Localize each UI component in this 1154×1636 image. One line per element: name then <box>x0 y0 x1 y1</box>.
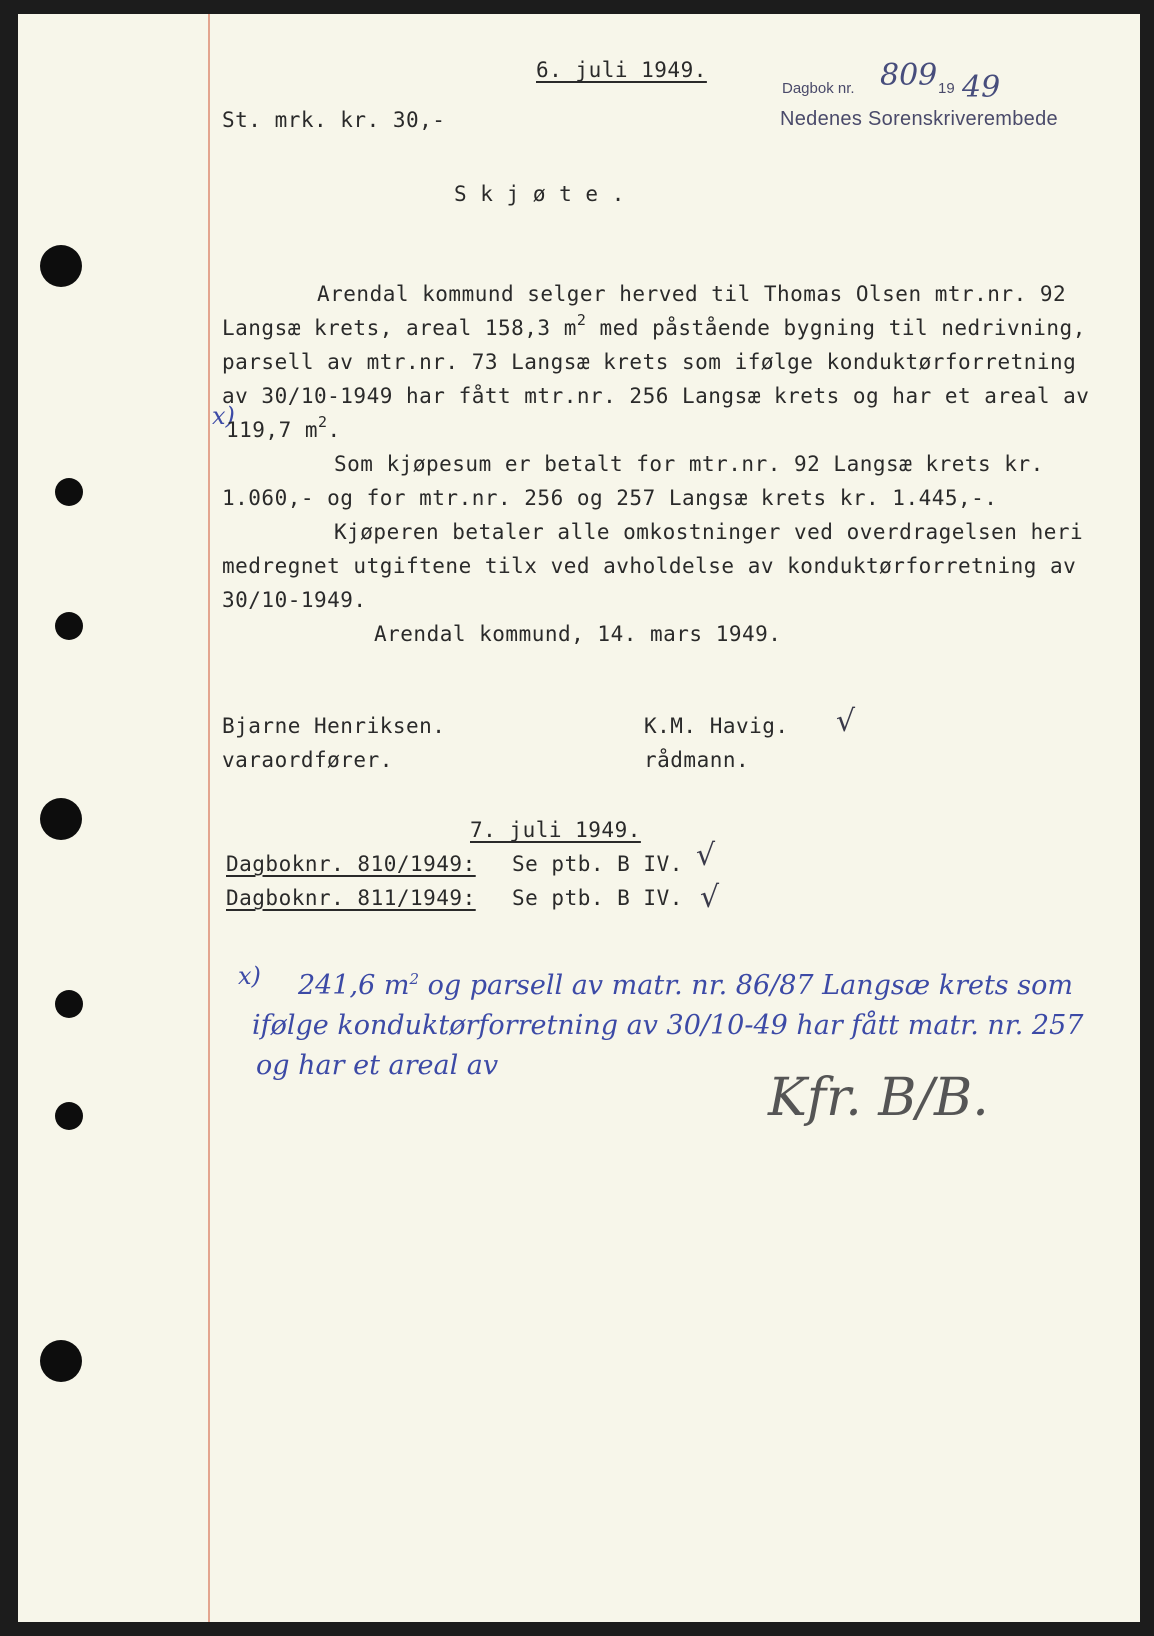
punch-hole <box>40 245 82 287</box>
note-mark: x) <box>238 962 261 990</box>
handwritten-note-line: 241,6 $m^2$ og parsell av matr. nr. 86/87 Langsæ krets som <box>298 970 1073 1001</box>
initials-signature: Kfr. B/B. <box>768 1068 989 1128</box>
body-line: 1.060,- og for mtr.nr. 256 og 257 Langsæ krets kr. 1.445,-. <box>222 486 998 510</box>
registry-reference: Se ptb. B IV. <box>512 852 683 876</box>
registry-label: Dagboknr. 810/1949: <box>226 852 476 876</box>
signatory-left-title: varaordfører. <box>222 748 393 772</box>
registry-reference: Se ptb. B IV. <box>512 886 683 910</box>
body-line: 30/10-1949. <box>222 588 367 612</box>
handwritten-note-line: ifølge konduktørforretning av 30/10-49 har fått matr. nr. 257 <box>252 1010 1084 1041</box>
document-title: S k j ø t e . <box>454 182 625 206</box>
body-line: Som kjøpesum er betalt for mtr.nr. 92 Langsæ krets kr. <box>334 452 1044 476</box>
stamp-dagbok-label: Dagbok nr. <box>782 80 855 97</box>
body-line: parsell av mtr.nr. 73 Langsæ krets som ifølge konduktørforretning <box>222 350 1077 374</box>
body-line: 119,7 $m^2$. <box>226 413 341 442</box>
signatory-right-title: rådmann. <box>644 748 750 772</box>
body-line: av 30/10-1949 har fått mtr.nr. 256 Langsæ krets og har et areal av <box>222 384 1090 408</box>
stamp-duty: St. mrk. kr. 30,- <box>222 108 446 132</box>
body-line: Arendal kommund selger herved til Thomas Olsen mtr.nr. 92 <box>317 282 1067 306</box>
stamp-year-prefix: 19 <box>938 80 955 97</box>
body-line: Langsæ krets, areal 158,3 $m^2$ med påstående bygning til nedrivning, <box>222 311 1086 340</box>
handwritten-note-line: og har et areal av <box>256 1050 499 1081</box>
check-mark: √ <box>696 838 716 873</box>
punch-hole <box>40 1340 82 1382</box>
body-line: medregnet utgiftene tilx ved avholdelse av konduktørforretning av <box>222 554 1077 578</box>
punch-hole <box>55 990 83 1018</box>
check-mark: √ <box>836 704 856 739</box>
stamp-office: Nedenes Sorenskriverembede <box>780 108 1058 130</box>
insertion-mark: x) <box>212 402 235 430</box>
stamp-year-suffix: 49 <box>962 70 1001 105</box>
signatory-left-name: Bjarne Henriksen. <box>222 714 446 738</box>
punch-hole <box>55 612 83 640</box>
document-date: 6. juli 1949. <box>536 58 707 82</box>
punch-hole <box>40 798 82 840</box>
punch-hole <box>55 478 83 506</box>
stamp-dagbok-number: 809 <box>880 58 938 93</box>
margin-line <box>208 14 210 1622</box>
punch-hole <box>55 1102 83 1130</box>
registry-label: Dagboknr. 811/1949: <box>226 886 476 910</box>
body-line: Kjøperen betaler alle omkostninger ved overdragelsen heri <box>334 520 1084 544</box>
signatory-right-name: K.M. Havig. <box>644 714 789 738</box>
place-date: Arendal kommund, 14. mars 1949. <box>374 622 782 646</box>
registry-date: 7. juli 1949. <box>470 818 641 842</box>
check-mark: √ <box>700 880 720 915</box>
